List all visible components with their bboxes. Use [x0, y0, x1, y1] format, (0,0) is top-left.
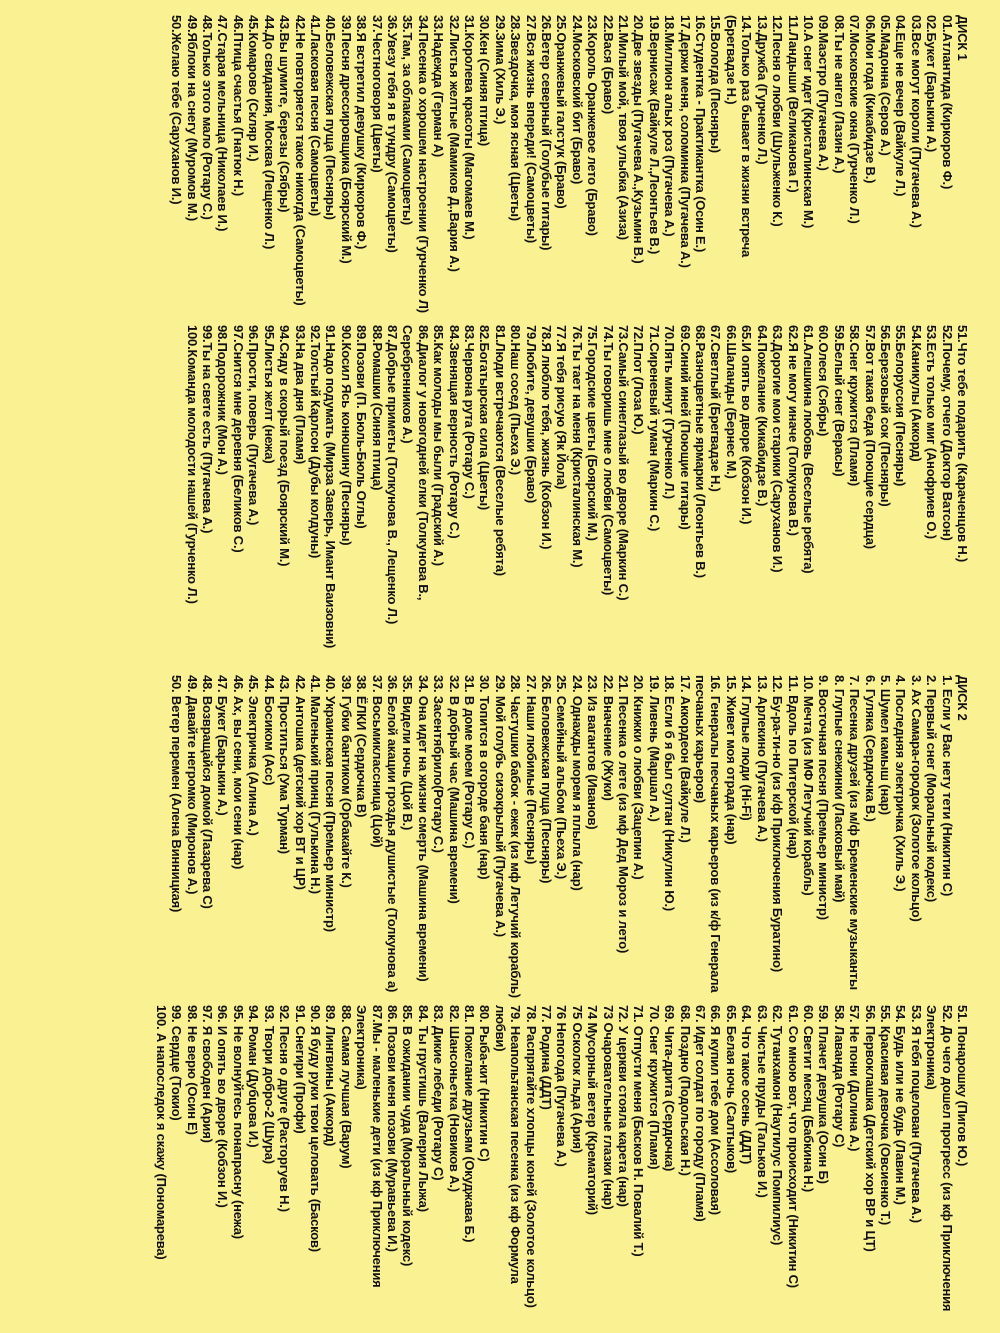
track-line: 95. Не волнуйтесь понапрасну (нежа) [230, 1005, 246, 1239]
track-line: 40. Украинская песня (Премьер министр) [323, 675, 339, 932]
track-line: 88. Самая лучшая (Варум) [338, 1005, 354, 1169]
track-line: 10. Мечта (из МФ Летучий корабль) [800, 675, 816, 896]
track-line: 97. Я свободен (Ария) [200, 1005, 216, 1143]
track-line: 18. Если б я был султан (Никулин Ю.) [662, 675, 678, 912]
track-line: 77. Родина (ДДТ) [539, 1005, 555, 1110]
track-line: 73 Очаровательные глазки (нар) [600, 1005, 616, 1210]
track-line: 91.Надо подумать (Мирза Заверь, Имант Ваизовни) [323, 325, 339, 649]
track-line: 67.Светлый (Брегвадзе Н.) [708, 325, 724, 492]
track-line: 80.Наш сосед (Пьеха Э.) [508, 325, 524, 475]
track-line: 100. А напоследок я скажу (Пономарева) [153, 1005, 169, 1260]
track-line: 99. Сердце (Токио) [169, 1005, 185, 1121]
track-line: 64. Что такое осень (ДДТ) [739, 1005, 755, 1165]
track-line: 27. Наши любимые (Песняры) [523, 675, 539, 865]
track-line: 30.Кен (Синяя птица) [477, 15, 493, 146]
track-line: 57.Вот такая беда (Поющие сердца) [862, 325, 878, 549]
track-line: 94.Сяду в скорый поезд (Боярский М.) [277, 325, 293, 567]
track-line: 10.А снег идет (Кристалинская М.) [800, 15, 816, 229]
track-line: 7. Песенка друзей (из м/ф Бременские музыканты [847, 675, 863, 990]
track-line: 62.Я не могу иначе (Толкунова В.) [785, 325, 801, 536]
disc2-header: ДИСК 2 [955, 675, 970, 721]
track-line: 26.Ветер северный (Голубые гитары) [539, 15, 555, 251]
track-line: 54. Будь или не будь (Лавин М.) [893, 1005, 909, 1205]
track-line: 79. Неапольтанская песенка (из кф Формула [508, 1005, 524, 1284]
track-line: 65. Белая ночь (Салтыков) [723, 1005, 739, 1173]
track-line: 59. Плачет девушка (Осин Б) [816, 1005, 832, 1184]
track-line: 52. До чего дошел прогресс (из кф Приключения [939, 1005, 955, 1312]
track-line: 50.Желаю тебе (Саруханов И.) [169, 15, 185, 205]
track-line: 73.Самый синеглазый во дворе (Маркин С.) [616, 325, 632, 601]
track-line: 93.На два дня (Пламя) [292, 325, 308, 465]
track-line: 60. Светит месяц (Бабкина Н.) [800, 1005, 816, 1193]
track-line: 38. ЁЛКИ (Сердючка В) [354, 675, 370, 818]
track-line: 19.Вернисаж (Вайкуле Л.,Леонтьев В.) [646, 15, 662, 255]
track-line: 86. Позови меня позови (Муравьева И.) [384, 1005, 400, 1252]
track-line: 35. Видели ночь (Цой В.) [400, 675, 416, 831]
track-line: 05.Мадонна (Серов А.) [877, 15, 893, 156]
track-line: песчаных карьеров) [693, 675, 709, 803]
track-line: 48.Только этого мало (Ротару С.) [200, 15, 216, 220]
track-line: 89. Лингвины (Аккорд) [323, 1005, 339, 1147]
track-line: 57. Не пони (Долина А.) [847, 1005, 863, 1152]
track-line: 90.Косил Ясь конюшину (Песняры) [338, 325, 354, 546]
track-line: 44. Босиком (Асс) [261, 675, 277, 786]
track-line: 09.Маэстро (Пугачева А.) [816, 15, 832, 171]
track-line: 13.Дружба (Гурченко Л.) [754, 15, 770, 165]
track-line: 88.Ромашки (Синяя птица) [369, 325, 385, 491]
track-line: 38.Я встретил девушку (Киркоров Ф.) [354, 15, 370, 250]
track-line: 71. Отпусти меня (Басков Н. Повалий Т.) [631, 1005, 647, 1257]
track-line: 01.Атлантида (Киркоров Ф.) [939, 15, 955, 190]
track-line: 28. Частушки бабок - ежек (из мф Летучий корабль) [508, 675, 524, 998]
track-line: 74 Мусорный ветер (Крематорий) [585, 1005, 601, 1215]
track-line: 30. Топится в огороде баня (нар) [477, 675, 493, 880]
track-line: 98.Подорожник (Мон А.) [215, 325, 231, 475]
track-line: 34.Песенка о хорошем настроении (Гурченко Л) [415, 15, 431, 313]
track-line: 14. Глупые люди (Hi-Fi) [739, 675, 755, 821]
track-line: 66.Шаланды (Бернес М.) [723, 325, 739, 479]
track-line: 27.Вся жизнь впереди! (Самоцветы) [523, 15, 539, 244]
track-line: 77.Я тебя рисую (Як Йола) [554, 325, 570, 490]
disc1-column-2 [184, 325, 970, 649]
track-line: 69. Чита-дрита (Сердючка) [662, 1005, 678, 1172]
track-line: 62. Тутанхамон (Наутилус Помпилиус) [770, 1005, 786, 1246]
track-line: 2. Первый снег (Моральный кодекс) [924, 675, 940, 902]
track-line: 33. Засентябрило(Ротару С.) [431, 675, 447, 853]
track-line: 28.Звездочка, моя ясная (Цветы) [508, 15, 524, 221]
track-line: 1. Если у Вас нету тети (Никитин С) [939, 675, 955, 897]
track-line: 35.Там, за облаками (Самоцветы) [400, 15, 416, 225]
track-line: 72. У церкви стояла карета (нар) [616, 1005, 632, 1207]
track-line: 82.Богатырская сила (Цветы) [477, 325, 493, 510]
track-line: 37. Восьмиклассница (Цой) [369, 675, 385, 848]
track-line: 56. Первоклашка (Детский хор ВР и ЦТ) [862, 1005, 878, 1252]
track-line: Серебренников А.) [400, 325, 416, 444]
track-line: 20.Две звезды (Пугачева А.,Кузьмин В.) [631, 15, 647, 264]
track-line: 69.Синий иней (Поющие гитары) [677, 325, 693, 530]
track-line: 32.Листья желтые (Мамиков Д.,Вария А.) [446, 15, 462, 272]
track-line: 58. Лаванда (Ротару С) [831, 1005, 847, 1148]
track-line: 65.И опять во дворе (Кобзон И.) [739, 325, 755, 525]
track-line: 11. Вдоль по Питерской (нар) [785, 675, 801, 859]
track-line: 40.Беловежская пуща (Песняры) [323, 15, 339, 220]
track-line: 21. Песенка о лете (из мф Дед Мороз и лето) [616, 675, 632, 954]
track-line: 85. В ожидании чуда (Моральный кодекс) [400, 1005, 416, 1267]
track-line: 81. Пожелание друзьям (Окуджава Б.) [462, 1005, 477, 1243]
track-line: 41.Ласковая песня (Самоцветы) [307, 15, 323, 217]
track-line: 49.Яблоки на снегу (Муромов М.) [184, 15, 200, 222]
track-line: 51.Что тебе подарить (Караченцов Н.) [955, 325, 970, 563]
track-line: 6. Гуляка (Сердючка В.) [862, 675, 878, 822]
track-line: 87.Мы - маленькие дети (из кф Приключения [369, 1005, 385, 1288]
track-line: 75 Осколок льда (Ария) [569, 1005, 585, 1154]
disc1-header: ДИСК 1 [955, 15, 970, 61]
track-line: 67. Идет солдат по городу (Пламя) [693, 1005, 709, 1222]
track-line: 49. Давайте негромко (Миронов А.) [184, 675, 200, 895]
track-line: 36.Увезу тебя я в тундру (Самоцветы) [384, 15, 400, 253]
track-line: 93. Твори добро-2 (Шура) [261, 1005, 277, 1164]
track-line: 72.Плот (Лоза Ю.) [631, 325, 647, 435]
disc1-list-2 [184, 325, 970, 649]
track-line: 84. Ты грустишь (Валерия Лыжа) [415, 1005, 431, 1212]
track-line: 68. Поздно (Подольская Н.) [677, 1005, 693, 1176]
track-line: 53. Я тебя поцелован (Пугачева А.) [908, 1005, 924, 1223]
rotated-content [20, 15, 970, 1315]
track-line: 80. Рыба-кит (Никитин С) [477, 1005, 493, 1162]
track-line: 14.Только раз бывает в жизни встреча [739, 15, 755, 257]
track-line: 13. Арлекино (Пугачева А.) [754, 675, 770, 842]
track-line: 29. Мой голубь сизокрылый (Пугачева А.) [492, 675, 508, 937]
track-line: 78.Я люблю тебя, жизнь (Кобзон И.) [539, 325, 555, 550]
track-line: 32. В добрый час (Машина времени) [446, 675, 462, 904]
track-line: 61.Алешкина любовь (Веселые ребята) [800, 325, 816, 574]
track-line: 3. Ах Самара-городок (Золотое кольцо) [908, 675, 924, 922]
track-line: 68.Разноцветные ярмарки (Леонтьев В.) [693, 325, 709, 578]
track-line: 50. Ветер перемен (Алена Винницкая) [169, 675, 185, 913]
track-line: 91. Снегири (Профи) [292, 1005, 308, 1134]
track-line: 41. Маленький принц (Гулькина Н.) [307, 675, 323, 894]
track-line: 92. Песня о друге (Расторгуев Н.) [277, 1005, 293, 1212]
track-line: 5. Шумел камыш (нар) [877, 675, 893, 815]
track-line: 23.Король Оранжевое лето (Браво) [585, 15, 601, 236]
track-line: 22.Вася (Браво) [600, 15, 616, 115]
track-line: 16.Студентка - Практикантка (Осин Е.) [693, 15, 709, 253]
disc1-column-1 [169, 15, 970, 313]
track-line: 44.До свидания, Москва (Лещенко Л.) [261, 15, 277, 250]
track-line: 46.Птица счастья (Гнатюк Н.) [230, 15, 246, 196]
track-line: 12. Бу-ра-ти-но (из к/ф Приключения Буратино) [770, 675, 786, 973]
track-line: 19. Ливень (Маршал А.) [646, 675, 662, 822]
track-line: 96. И опять во дворе (Кобзон И.) [215, 1005, 231, 1208]
track-line: 18.Миллион алых роз (Пугачева А.) [662, 15, 678, 237]
track-line: 39.Песня дрессировщика (Боярский М.) [338, 15, 354, 264]
track-line: 43. Проститься (Ума Турман) [277, 675, 293, 854]
track-line: 43.Вы шумите, березы (Сябры) [277, 15, 293, 213]
track-line: 22. Вначение (Жуки) [600, 675, 616, 801]
track-line: 26. Беловежская пуща (Песняры) [539, 675, 555, 884]
track-line: 64.Пожелание (Кикабидзе В.) [754, 325, 770, 507]
track-line: 71.Сиреневый туман (Маркин С.) [646, 325, 662, 532]
track-line: 47.Старая мельница (Николаев И.) [215, 15, 231, 232]
track-line: 76.Ты тает на меня (Кристалинская М.) [569, 325, 585, 568]
track-line: 24. Однажды морем я плыла (нар) [569, 675, 585, 891]
disc2-list-2 [153, 1005, 970, 1312]
track-line: Электроника) [924, 1005, 940, 1090]
track-line: 33.Надежда (Герман А) [431, 15, 447, 158]
track-line: 25.Оранжевый галстук (Браво) [554, 15, 570, 209]
track-line: 25. Семейный альбом (Пьеха Э.) [554, 675, 570, 880]
track-line: 31. В доме моем (Ротару С.) [462, 675, 477, 849]
track-line: 20. Книжки о любви (Зацепин А.) [631, 675, 647, 880]
track-line: 63. Чистые пруды (Тальков И.) [754, 1005, 770, 1198]
track-line: 58.Снег кружится (Пламя) [847, 325, 863, 486]
track-line: 100.Команда молодости нашей (Гурченко Л.) [184, 325, 200, 604]
track-line: 61. Со мною вот, что происходит (Никитин С) [785, 1005, 801, 1288]
track-line: 31.Королева красоты (Магомаев М.) [462, 15, 477, 240]
track-line: любви) [492, 1005, 508, 1052]
track-line: 42.Не повторяется такое никогда (Самоцветы) [292, 15, 308, 306]
track-line: 9. Восточная песня (Премьер министр) [816, 675, 832, 920]
track-line: 82. Шансоньетка (Новиков А.) [446, 1005, 462, 1192]
track-line: 45.Комарово (Скляр И.) [246, 15, 262, 162]
track-line: 21.Милый мой, твоя улыбка (Азиза) [616, 15, 632, 240]
track-line: 39. Губки бантиком (Орбакайте К.) [338, 675, 354, 888]
track-line: 52.Почему, отчего (Доктор Ватсон) [939, 325, 955, 541]
track-line: 15. Живет моя отрада (нар) [723, 675, 739, 845]
track-line: 98. Не верю (Осин Е) [184, 1005, 200, 1135]
track-line: 85.Как молоды мы были (Градский А.) [431, 325, 447, 566]
track-line: 4. Последняя электричка (Хиль Э.) [893, 675, 909, 892]
track-line: 47. Букет (Барыкин А.) [215, 675, 231, 816]
track-line: 46. Ах, вы сени, мои сени (нар) [230, 675, 246, 870]
track-line: Электроника) [354, 1005, 370, 1090]
track-line: 97.Снится мне деревня (Беликов С.) [230, 325, 246, 553]
track-line: 55. Красивая девочка (Овсиенко Т.) [877, 1005, 893, 1225]
track-line: 53.Есть только миг (Анофриев О.) [924, 325, 940, 539]
track-line: 92.Толстый Карлсон (Дубы колдуны) [307, 325, 323, 559]
track-line: 12.Песня о любви (Шульженко К.) [770, 15, 786, 227]
track-line: 96.Прости, поверь (Пугачева А.) [246, 325, 262, 526]
track-line: 83.Червона рута (Ротару С.) [462, 325, 477, 499]
track-line: 66. Я купил тебе дом (Ассоловая) [708, 1005, 724, 1215]
track-line: 74.Ты говоришь мне о любви (Самоцветы) [600, 325, 616, 596]
disc2-column-1 [169, 675, 970, 998]
track-line: 54.Каникулы (Аккорд) [908, 325, 924, 462]
track-line: 56.Березовый сок (Песняры) [877, 325, 893, 507]
track-line: 70.Пять минут (Гурченко Л.) [662, 325, 678, 499]
track-line: 06.Мои года (Кикабидзе В.) [862, 15, 878, 184]
track-line: 34. Она идет на жизни смерть (Машина времени) [415, 675, 431, 982]
track-line: 59.Белый снег (Верасы) [831, 325, 847, 477]
track-line: 86.Диалог у новогодней елки (Толкунова В., [415, 325, 431, 601]
track-line: 29.Зима (Хиль Э.) [492, 15, 508, 125]
track-line: 78. Распрягайте хлопцы коней (Золотое кольцо) [523, 1005, 539, 1308]
track-line: 51. Понарошку (Пигов Ю.) [955, 1005, 970, 1167]
track-line: (Брегвадзе Н.) [723, 15, 739, 105]
track-line: 60.Олеся (Сябры) [816, 325, 832, 437]
track-line: 89.Позови (П. Бюль-Бюль Оглы) [354, 325, 370, 529]
track-line: 79.Любите, девушки (Браво) [523, 325, 539, 504]
track-line: 11.Ландыши (Великанова Г.) [785, 15, 801, 193]
track-line: 37.Честноговоря (Цветы) [369, 15, 385, 173]
track-line: 17.Держи меня, соломинка (Пугачева А.) [677, 15, 693, 268]
track-line: 55.Белоруссия (Песняры) [893, 325, 909, 487]
track-line: 42. Антошка (детский хор ВТ и ЦР) [292, 675, 308, 890]
track-line: 24.Московский бит (Браво) [569, 15, 585, 185]
track-line: 94. Роман (Дубцова И.) [246, 1005, 262, 1148]
track-line: 45. Электричка (Алина А.) [246, 675, 262, 836]
track-line: 23. Из вагантов (Иванов) [585, 675, 601, 830]
disc2-column-2 [153, 1005, 970, 1312]
track-line: 87.Добрые приметы (Толкунова В., Лещенко Л.) [384, 325, 400, 625]
track-line: 8. Глупые снежинки (Ласковый май) [831, 675, 847, 903]
track-line: 95.Листья желт (нежа) [261, 325, 277, 464]
track-line: 76 Непогода (Пугачева А.) [554, 1005, 570, 1167]
track-line: 70. Снег кружится (Пламя) [646, 1005, 662, 1170]
track-line: 99.Ты на свете есть (Пугачева А.) [200, 325, 216, 534]
track-line: 81.Люди встречаются (Веселые ребята) [492, 325, 508, 576]
track-line: 02.Букет (Барыкин А.) [924, 15, 940, 153]
track-line: 84.Звенящая верность (Ротару С.) [446, 325, 462, 539]
track-line: 63.Дорогие мои старики (Саруханов И.) [770, 325, 786, 573]
track-line: 04.Еще не вечер (Вайкуле Л.) [893, 15, 909, 197]
track-line: 03.Все могут короли (Пугачева А.) [908, 15, 924, 228]
disc2-list-1 [169, 675, 955, 998]
track-line: 36. Белой акации гроздья душистые (Толкунова а) [384, 675, 400, 993]
disc1-list-1 [169, 15, 955, 313]
track-line: 17. Аккордеон (Вайкуле Л.) [677, 675, 693, 843]
track-line: 16. Генералы песчаных карьеров (из к/ф Генерала [708, 675, 724, 993]
track-line: 48. Возвращайся домой (Лазарева С) [200, 675, 216, 909]
track-line: 90. Я буду руки твои целовать (Басков) [307, 1005, 323, 1252]
track-line: 08.Ты не ангел (Лазин А.) [831, 15, 847, 174]
track-line: 75.Городские цветы (Боярский М.) [585, 325, 601, 541]
track-line: 15.Вологда (Песняры) [708, 15, 724, 153]
track-line: 07.Московские окна (Гурченко Л.) [847, 15, 863, 224]
track-line: 83. Дикие лебеди (Ротару С) [431, 1005, 447, 1181]
